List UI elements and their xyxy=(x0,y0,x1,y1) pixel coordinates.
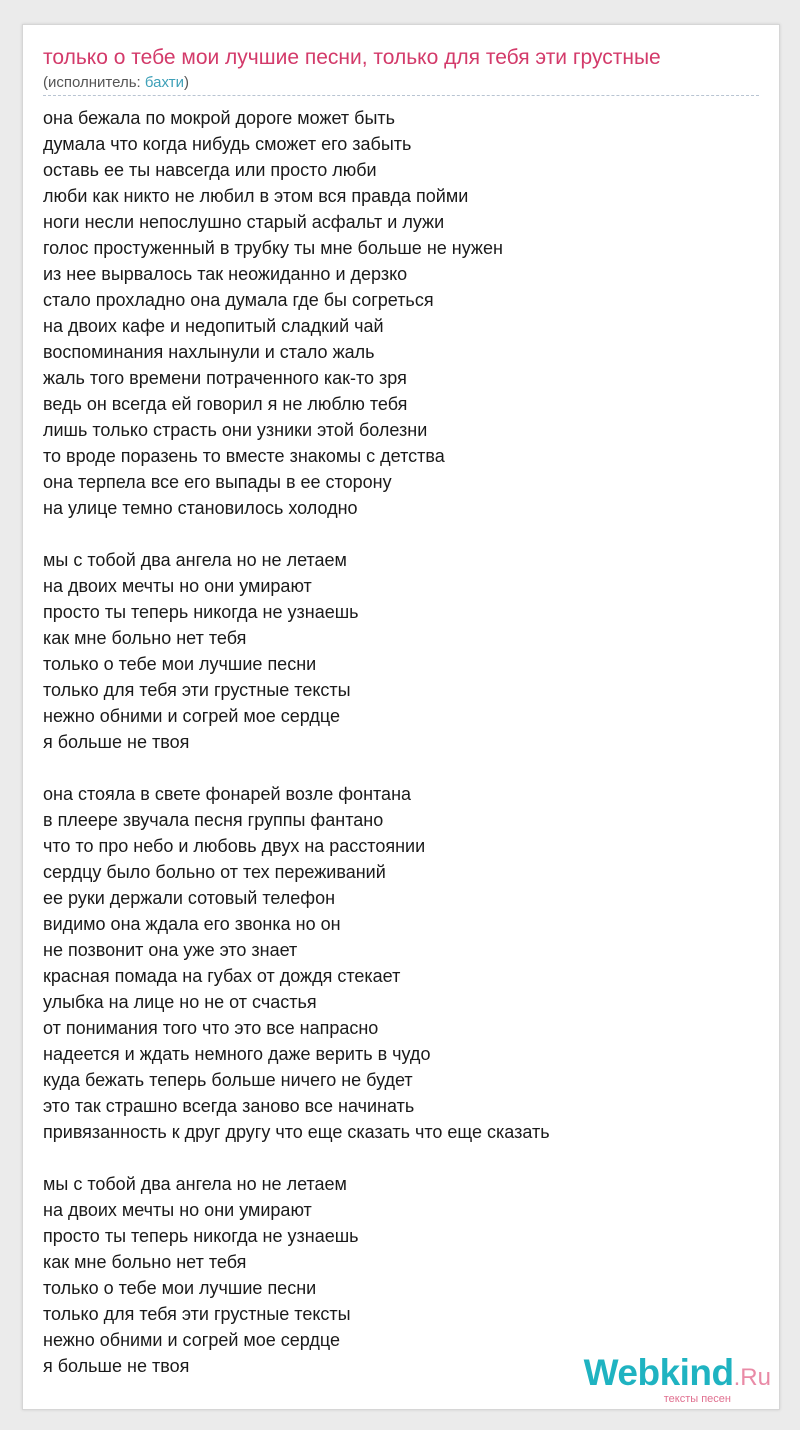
lyrics-line: только для тебя эти грустные тексты xyxy=(43,1304,351,1324)
lyrics-line: на двоих мечты но они умирают xyxy=(43,1200,312,1220)
lyrics-line: я больше не твоя xyxy=(43,732,190,752)
lyrics-line: только о тебе мои лучшие песни xyxy=(43,654,317,674)
artist-prefix: (исполнитель: xyxy=(43,74,145,91)
lyrics-line: только для тебя эти грустные тексты xyxy=(43,680,351,700)
lyrics-line: привязанность к друг другу что еще сказать что еще сказать xyxy=(43,1122,550,1142)
lyrics-line: она бежала по мокрой дороге может быть xyxy=(43,108,396,128)
lyrics-line: нежно обними и согрей мое сердце xyxy=(43,706,341,726)
lyrics-line: стало прохладно она думала где бы согреться xyxy=(43,290,434,310)
lyrics-verse xyxy=(43,781,763,1145)
lyrics-line: как мне больно нет тебя xyxy=(43,1252,247,1272)
logo-name: Webkind xyxy=(583,1352,734,1393)
lyrics-verse xyxy=(43,547,763,755)
lyrics-verse xyxy=(43,105,763,521)
lyrics-line: воспоминания нахлынули и стало жаль xyxy=(43,342,375,362)
lyrics-line: это так страшно всегда заново все начинать xyxy=(43,1096,415,1116)
lyrics-verse xyxy=(43,1171,763,1379)
lyrics-line: не позвонит она уже это знает xyxy=(43,940,298,960)
artist-line xyxy=(43,73,759,96)
lyrics-line: ее руки держали сотовый телефон xyxy=(43,888,336,908)
lyrics-card xyxy=(22,24,780,1410)
lyrics-line: как мне больно нет тебя xyxy=(43,628,247,648)
lyrics-line: только о тебе мои лучшие песни xyxy=(43,1278,317,1298)
lyrics-line: надеется и ждать немного даже верить в чудо xyxy=(43,1044,431,1064)
lyrics-line: мы с тобой два ангела но не летаем xyxy=(43,550,347,570)
lyrics-line: видимо она ждала его звонка но он xyxy=(43,914,341,934)
lyrics-line: лишь только страсть они узники этой болезни xyxy=(43,420,428,440)
lyrics-line: на двоих мечты но они умирают xyxy=(43,576,312,596)
lyrics-line: просто ты теперь никогда не узнаешь xyxy=(43,1226,359,1246)
lyrics-line: из нее вырвалось так неожиданно и дерзко xyxy=(43,264,408,284)
lyrics-line: жаль того времени потраченного как-то зря xyxy=(43,368,407,388)
lyrics-line: что то про небо и любовь двух на расстоянии xyxy=(43,836,426,856)
site-logo[interactable] xyxy=(584,1354,771,1405)
logo-tld: .Ru xyxy=(733,1364,771,1391)
lyrics-line: она стояла в свете фонарей возле фонтана xyxy=(43,784,412,804)
lyrics-line: оставь ее ты навсегда или просто люби xyxy=(43,160,377,180)
lyrics-line: сердцу было больно от тех переживаний xyxy=(43,862,386,882)
lyrics-line: от понимания того что это все напрасно xyxy=(43,1018,379,1038)
lyrics-line: я больше не твоя xyxy=(43,1356,190,1376)
lyrics-line: она терпела все его выпады в ее сторону xyxy=(43,472,392,492)
lyrics-line: люби как никто не любил в этом вся правда пойми xyxy=(43,186,469,206)
lyrics-line: голос простуженный в трубку ты мне больше не нужен xyxy=(43,238,503,258)
lyrics-line: ведь он всегда ей говорил я не люблю тебя xyxy=(43,394,408,414)
lyrics-line: нежно обними и согрей мое сердце xyxy=(43,1330,341,1350)
lyrics-text xyxy=(43,105,763,1379)
lyrics-line: то вроде поразень то вместе знакомы с детства xyxy=(43,446,445,466)
lyrics-line: улыбка на лице но не от счастья xyxy=(43,992,317,1012)
lyrics-line: в плеере звучала песня группы фантано xyxy=(43,810,384,830)
lyrics-line: красная помада на губах от дождя стекает xyxy=(43,966,401,986)
artist-suffix: ) xyxy=(184,74,190,91)
page-title: только о тебе мои лучшие песни, только для тебя эти грустные xyxy=(43,46,661,69)
lyrics-line: на улице темно становилось холодно xyxy=(43,498,358,518)
lyrics-line: думала что когда нибудь сможет его забыть xyxy=(43,134,412,154)
lyrics-line: мы с тобой два ангела но не летаем xyxy=(43,1174,347,1194)
logo-wordmark xyxy=(584,1354,771,1397)
lyrics-line: ноги несли непослушно старый асфальт и лужи xyxy=(43,212,445,232)
logo-tagline: тексты песен xyxy=(663,1393,731,1405)
lyrics-line: просто ты теперь никогда не узнаешь xyxy=(43,602,359,622)
lyrics-line: на двоих кафе и недопитый сладкий чай xyxy=(43,316,384,336)
artist-link[interactable]: бахти xyxy=(144,74,185,91)
lyrics-line: куда бежать теперь больше ничего не будет xyxy=(43,1070,413,1090)
